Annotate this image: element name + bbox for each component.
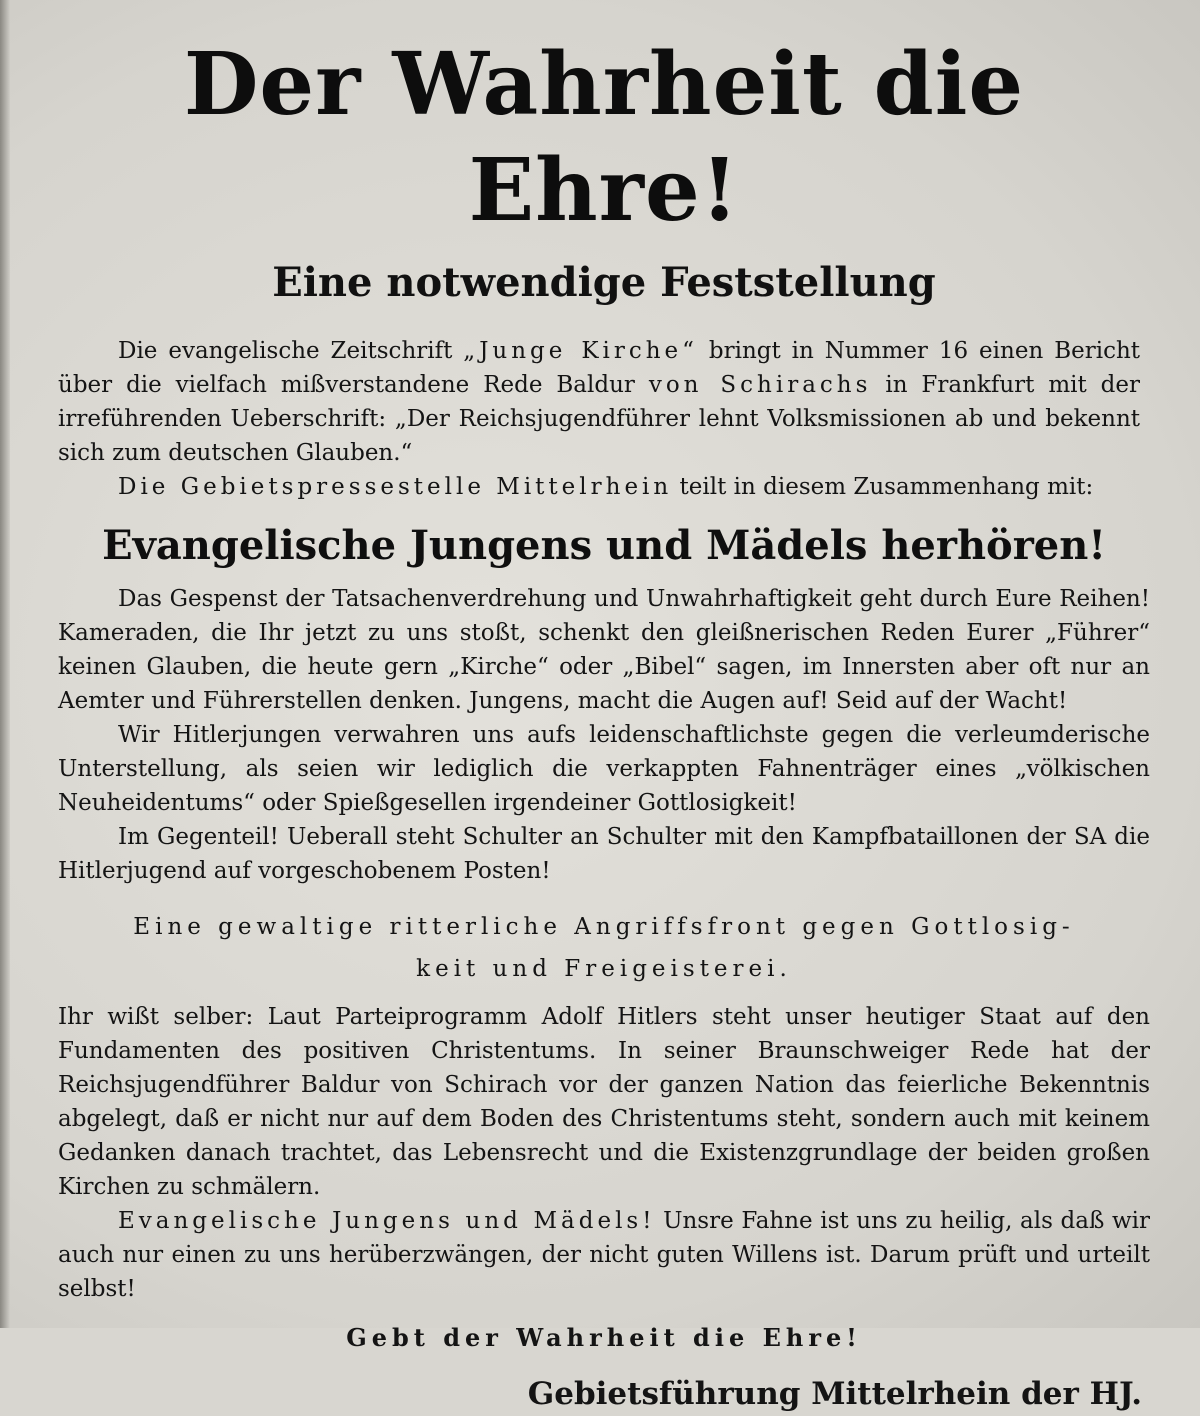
page-edge: [0, 0, 10, 1328]
closing-line: Gebt der Wahrheit die Ehre!: [346, 1323, 862, 1352]
signature: Gebietsführung Mittelrhein der HJ.: [527, 1376, 1142, 1412]
body-paragraph-2: Wir Hitlerjungen verwahren uns aufs leidenschaftlichste gegen die verleumderische Unterstellung, als seien wir lediglich die verkappten Fahnenträger eines „völkischen Neuheidentums“ oder Spießgesellen irgendeiner Gottlosigkeit!: [58, 722, 1150, 816]
emphasis-line-2: keit und Freigeisterei.: [416, 956, 792, 982]
body-paragraph-3: Im Gegenteil! Ueberall steht Schulter an Schulter mit den Kampfbataillonen der SA die Hitlerjugend auf vorgeschobenem Posten!: [58, 824, 1150, 884]
intro-paragraph-2: [58, 470, 1150, 504]
headline: Der Wahrheit die Ehre!: [183, 34, 1025, 241]
address-spaced: Evangelische Jungens und Mädels!: [118, 1208, 656, 1234]
person-name: von Schirachs: [648, 372, 872, 398]
body2-paragraph-1: Ihr wißt selber: Laut Parteiprogramm Adolf Hitlers steht unser heutiger Staat auf den Fundamenten des positiven Christentums. In seiner Braunschweiger Rede hat der Reichsjugendführer Baldur von Schirach vor der ganzen Nation das feierliche Bekenntnis abgelegt, daß er nicht nur auf dem Boden des Christentums steht, sondern auch mit keinem Gedanken danach trachtet, das Lebensrecht und die Existenzgrundlage der beiden großen Kirchen zu schmälern.: [58, 1004, 1150, 1200]
body2-p2-suffix: Unsre Fahne ist uns zu heilig, als daß wir auch nur einen zu uns herüberzwängen, der nicht guten Willens ist. Darum prüft und urteilt selbst!: [58, 1208, 1150, 1302]
body-paragraph-1: Das Gespenst der Tatsachenverdrehung und Unwahrhaftigkeit geht durch Eure Reihen! Kameraden, die Ihr jetzt zu uns stoßt, schenkt den gleißnerischen Reden Eurer „Führer“ keinen Glauben, die heute gern „Kirche“ oder „Bibel“ sagen, im Innersten aber oft nur an Aemter und Führerstellen denken. Jungens, macht die Augen auf! Seid auf der Wacht!: [58, 586, 1150, 714]
emphasis-line-1: Eine gewaltige ritterliche Angriffsfront gegen Gottlosig-: [133, 914, 1075, 940]
body2-paragraph-2: [58, 1204, 1150, 1306]
intro-paragraph-1: [58, 334, 1150, 470]
intro-text-prefix: Die evangelische Zeitschrift: [118, 338, 464, 364]
section-heading: Evangelische Jungens und Mädels herhören!: [102, 522, 1106, 569]
intro-text-suffix: in Frankfurt mit der irreführenden Ueberschrift: „Der Reichsjugendführer lehnt Volksmissionen ab und bekennt sich zum deutschen Glauben.“: [58, 372, 1140, 466]
subheadline: Eine notwendige Feststellung: [272, 259, 936, 306]
intro-text-mid: bringt in Nummer 16 einen Bericht über die vielfach mißverstandene Rede Baldur: [58, 338, 1141, 398]
intro-p2-suffix: teilt in diesem Zusammenhang mit:: [672, 474, 1094, 500]
magazine-name: „Junge Kirche“: [463, 338, 698, 364]
press-office-name: Die Gebietspressestelle Mittelrhein: [118, 474, 673, 500]
